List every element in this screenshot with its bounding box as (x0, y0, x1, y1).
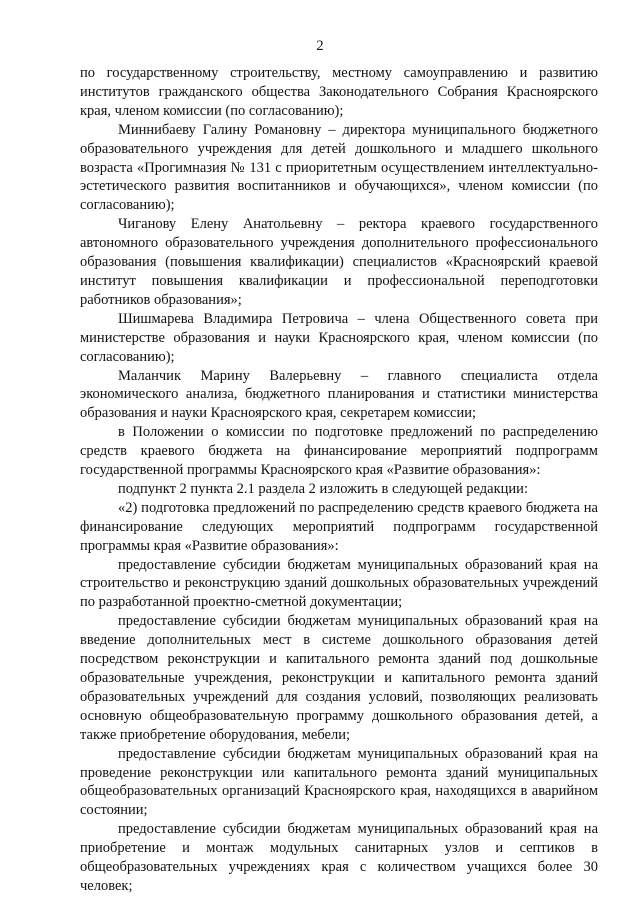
paragraph: предоставление субсидии бюджетам муниципальных образований края на проведение реконструкции или капитального ремонта зданий муниципальных общеобразовательных организаций Красноярского края, находящихся в аварийном состоянии; (80, 745, 598, 819)
paragraph: «2) подготовка предложений по распределению средств краевого бюджета на финансирование следующих мероприятий подпрограмм государственной программы края «Развитие образования»: (80, 499, 598, 554)
paragraph: предоставление субсидии бюджетам муниципальных образований края на введение дополнительных мест в системе дошкольного образования детей посредством реконструкции и капитального ремонта зданий под дошкольные образовательные учреждения, реконструкции и капитального ремонта зданий образовательных учреждений для создания условий, позволяющих реализовать основную общеобразовательную программу дошкольного образования детей, а также приобретение оборудования, мебели; (80, 613, 598, 743)
paragraph: в Положении о комиссии по подготовке предложений по распределению средств краевого бюджета на финансирование мероприятий подпрограмм государственной программы Красноярского края «Развитие образования»: (80, 424, 598, 479)
page-number: 2 (316, 38, 324, 54)
paragraph: предоставление субсидии бюджетам муниципальных образований края на приобретение и монтаж модульных санитарных узлов и септиков в общеобразовательных учреждениях края с количеством учащихся более 30 человек; (80, 821, 598, 894)
paragraph: подпункт 2 пункта 2.1 раздела 2 изложить в следующей редакции: (118, 480, 528, 497)
paragraph: предоставление субсидии бюджетам муниципальных образований края на строительство и реконструкцию зданий дошкольных образовательных учреждений по разработанной проектно-сметной документации; (80, 556, 598, 611)
paragraph: Миннибаеву Галину Романовну – директора муниципального бюджетного образовательного учреждения для детей дошкольного и младшего школьного возраста «Прогимназия № 131 с приоритетным осуществлением интеллектуально-эстетического развития воспитанников и обучающихся», членом комиссии (по согласованию); (80, 121, 598, 214)
document-body (80, 64, 598, 896)
paragraph: по государственному строительству, местному самоуправлению и развитию институтов гражданского общества Законодательного Собрания Красноярского края, членом комиссии (по согласованию); (80, 65, 598, 119)
paragraph: Шишмарева Владимира Петровича – члена Общественного совета при министерстве образования и науки Красноярского края, членом комиссии (по согласованию); (80, 310, 598, 365)
paragraph: Чиганову Елену Анатольевну – ректора краевого государственного автономного образовательного учреждения дополнительного профессионального образования (повышения квалификации) специалистов «Красноярский краевой институт повышения квалификации и профессиональной переподготовки работников образования»; (80, 216, 598, 308)
paragraph: Маланчик Марину Валерьевну – главного специалиста отдела экономического анализа, бюджетного планирования и статистики министерства образования и науки Красноярского края, секретарем комиссии; (80, 367, 598, 422)
